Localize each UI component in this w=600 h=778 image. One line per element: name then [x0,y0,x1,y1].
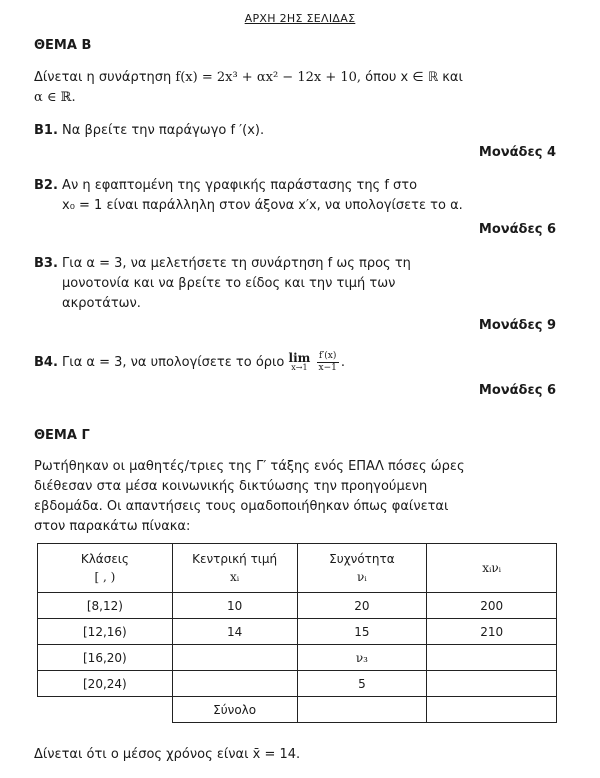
b1-marks: Μονάδες 4 [478,145,556,160]
function-formula: f(x) = 2x³ + αx² − 12x + 10, [175,70,362,85]
table-row [38,619,557,645]
g-line3: εβδομάδα. Οι απαντήσεις τους ομαδοποιήθηκαν όπως φαίνεται [34,499,449,514]
g-line2: διέθεσαν στα μέσα κοινωνικής δικτύωσης την προηγούμενη [34,479,428,494]
frequency-table [37,543,557,723]
g-line1: Ρωτήθηκαν οι μαθητές/τριες της Γ′ τάξης ενός ΕΠΑΛ πόσες ώρες [34,459,465,474]
cell-product: 210 [427,619,557,645]
header-frequency [297,544,427,593]
cell-product [427,645,557,671]
table-total-row [38,697,557,723]
thema-g-footer: Δίνεται ότι ο μέσος χρόνος είναι x̄ = 14. [34,747,301,762]
thema-b-intro [34,68,554,108]
b3-marks: Μονάδες 9 [478,318,556,333]
intro-text: Δίνεται η συνάρτηση [34,70,172,85]
b4-label: Β4. [34,355,58,370]
cell-class: [12,16) [38,619,173,645]
intro-condition: όπου x ∈ ℝ και [365,70,463,85]
header-classes [38,544,173,593]
cell-class: [20,24) [38,671,173,697]
thema-g-paragraph [34,457,554,537]
thema-g-title: ΘΕΜΑ Γ [34,428,90,443]
limit-fraction [317,351,339,374]
cell-frequency: 20 [297,593,427,619]
b3-label: Β3. [34,256,58,271]
cell-center: 14 [172,619,297,645]
cell-frequency: ν₃ [297,645,427,671]
g-line4: στον παρακάτω πίνακα: [34,519,191,534]
header-classes-label: Κλάσεις [80,552,129,566]
header-frequency-sub: νᵢ [357,570,367,584]
question-b4 [34,351,554,374]
b2-marks: Μονάδες 6 [478,222,556,237]
b4-marks: Μονάδες 6 [478,383,556,398]
table-row [38,671,557,697]
b2-line2: x₀ = 1 είναι παράλληλη στον άξονα x′x, να υπολογίσετε το α. [62,198,463,213]
question-b1 [34,121,554,141]
fraction-numerator: f′(x) [317,351,339,363]
header-product: xᵢνᵢ [427,544,557,593]
cell-product: 200 [427,593,557,619]
total-product [427,697,557,723]
cell-class: [16,20) [38,645,173,671]
cell-frequency: 15 [297,619,427,645]
cell-center: 10 [172,593,297,619]
cell-product [427,671,557,697]
lim-word: lim [288,350,311,365]
intro-line2: α ∈ ℝ. [34,90,76,105]
b3-line2: μονοτονία και να βρείτε το είδος και την τιμή των [62,276,396,291]
lim-subscript: x→1 [291,362,308,372]
total-frequency [297,697,427,723]
limit-expression [288,350,311,373]
b4-text: Για α = 3, να υπολογίσετε το όριο [62,355,285,370]
thema-b-title: ΘΕΜΑ Β [34,38,92,53]
cell-center [172,671,297,697]
header-center-sub: xᵢ [230,570,240,584]
header-frequency-label: Συχνότητα [329,552,395,566]
b1-text: Να βρείτε την παράγωγο f ′(x). [62,123,265,138]
cell-center [172,645,297,671]
cell-frequency: 5 [297,671,427,697]
table-row [38,645,557,671]
fraction-denominator: x−1 [318,363,337,373]
question-b3 [34,254,554,314]
page-header: ΑΡΧΗ 2ΗΣ ΣΕΛΙΔΑΣ [244,12,356,25]
b1-label: Β1. [34,123,58,138]
total-empty-cell [38,697,173,723]
b3-line3: ακροτάτων. [62,296,141,311]
header-classes-sub: [ , ) [94,570,116,584]
question-b2 [34,176,554,216]
b2-line1: Αν η εφαπτομένη της γραφικής παράστασης της f στο [62,178,418,193]
cell-class: [8,12) [38,593,173,619]
b2-label: Β2. [34,178,58,193]
header-center-label: Κεντρική τιμή [192,552,278,566]
table-row [38,593,557,619]
header-center [172,544,297,593]
total-label: Σύνολο [172,697,297,723]
table-header-row [38,544,557,593]
b4-end: . [340,355,345,370]
b3-line1: Για α = 3, να μελετήσετε τη συνάρτηση f ως προς τη [62,256,411,271]
